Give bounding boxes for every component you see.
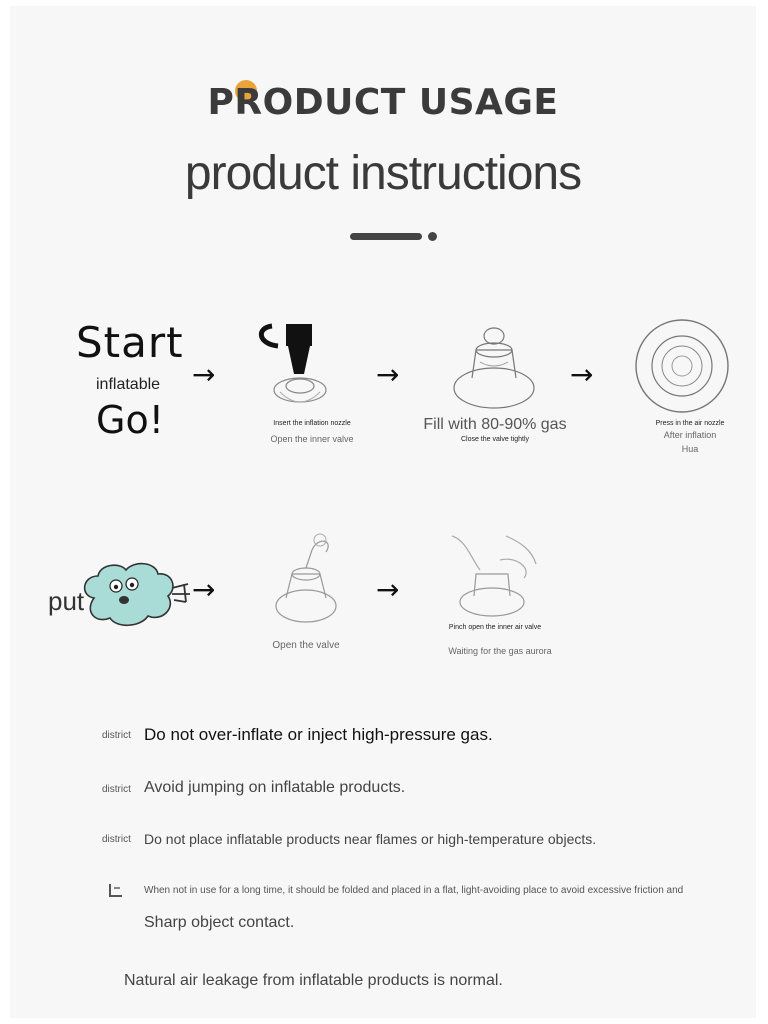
step2-caption-large: Fill with 80-90% gas xyxy=(423,416,567,433)
page-title: PRODUCT USAGE xyxy=(207,82,559,123)
rule-text-continued: Sharp object contact. xyxy=(144,914,295,931)
cloud-mascot-icon xyxy=(76,558,196,630)
pump-nozzle-icon xyxy=(250,314,340,420)
step3-caption: After inflation xyxy=(663,430,717,440)
row2-step2-caption-small: Pinch open the inner air valve xyxy=(448,624,542,631)
arrow-icon: → xyxy=(376,573,400,606)
rule-tag: district xyxy=(102,730,131,741)
page-subtitle: product instructions xyxy=(184,147,582,200)
start-word: Start xyxy=(76,318,184,367)
divider-dot xyxy=(428,232,437,241)
step1-caption-small: Insert the inflation nozzle xyxy=(273,420,351,427)
open-valve-icon xyxy=(264,526,348,630)
valve-top-icon xyxy=(630,318,734,414)
row2-step1-caption: Open the valve xyxy=(272,640,340,651)
step1-caption: Open the inner valve xyxy=(270,434,354,444)
step3-caption-small: Press in the air nozzle xyxy=(655,420,725,427)
arrow-icon: → xyxy=(570,358,594,391)
rule-text: When not in use for a long time, it should be folded and placed in a flat, light-avoiding place to avoid excessive friction and xyxy=(144,885,684,896)
inflatable-word: inflatable xyxy=(96,376,161,393)
put-word: put xyxy=(48,586,85,616)
product-usage-page xyxy=(10,6,756,1018)
rule-text: Do not over-inflate or inject high-pressure gas. xyxy=(144,725,493,744)
rule-text: Natural air leakage from inflatable products is normal. xyxy=(124,972,503,989)
rule-tag: district xyxy=(102,784,131,795)
arrow-icon: → xyxy=(376,358,400,391)
row2-step2-caption: Waiting for the gas aurora xyxy=(448,646,552,656)
pinch-valve-icon xyxy=(446,530,542,622)
step3-caption-2: Hua xyxy=(681,444,699,454)
go-word: Go! xyxy=(96,398,164,442)
rule-tag: district xyxy=(102,834,131,845)
divider-bar xyxy=(350,233,422,240)
note-icon xyxy=(108,882,126,898)
rule-text: Avoid jumping on inflatable products. xyxy=(144,779,406,796)
valve-icon xyxy=(446,322,542,414)
arrow-icon: → xyxy=(192,358,216,391)
arrow-icon: → xyxy=(192,573,216,606)
step2-caption-small: Close the valve tightly xyxy=(460,436,530,443)
rule-text: Do not place inflatable products near flames or high-temperature objects. xyxy=(144,831,597,847)
